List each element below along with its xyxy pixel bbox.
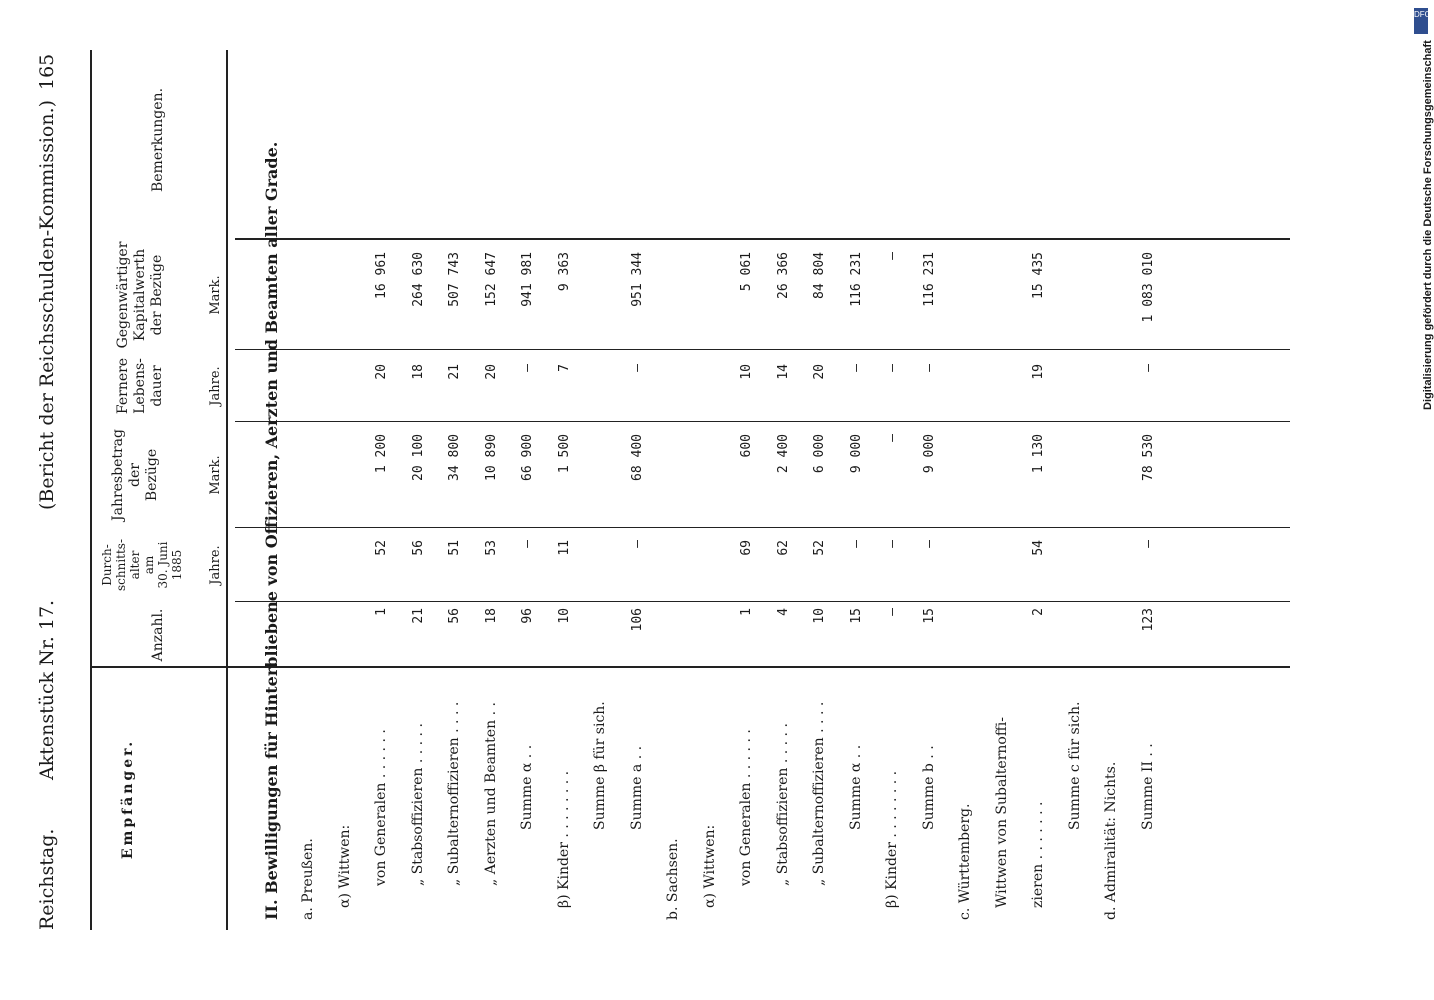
row-label: Summe b . .	[920, 745, 937, 830]
table-top-rule	[90, 50, 92, 930]
section-title: II. Bewilligungen für Hinterbliebene von Offizieren, Aerzten und Beamten aller Grade.	[262, 141, 281, 920]
row-label: zieren . . . . . . .	[1030, 801, 1046, 908]
cell-dauer: —	[520, 364, 535, 372]
cell-anzahl: 1	[739, 608, 754, 616]
cell-alter: —	[1140, 540, 1156, 548]
cell-dauer: —	[848, 364, 864, 372]
cell-betrag: 600	[739, 434, 754, 458]
cell-kapital: 152 647	[483, 252, 499, 307]
header-bottom-rule	[226, 50, 228, 930]
row-label: Summe β für sich.	[592, 701, 608, 830]
cell-alter: 51	[447, 540, 462, 556]
cell-betrag: —	[885, 434, 900, 442]
cell-anzahl: 123	[1140, 608, 1156, 632]
cell-alter: —	[520, 540, 535, 548]
cell-kapital: 507 743	[447, 252, 462, 307]
cell-anzahl: 56	[447, 608, 462, 624]
cell-anzahl: 10	[812, 608, 827, 624]
cell-dauer: 10	[739, 364, 754, 380]
page-number: 165	[36, 53, 58, 90]
cell-anzahl: 1	[374, 608, 389, 616]
cell-kapital: 26 366	[775, 252, 791, 299]
cell-anzahl: 10	[556, 608, 572, 624]
cell-kapital: 5 061	[739, 252, 754, 292]
cell-dauer: —	[885, 364, 900, 372]
cell-anzahl: 96	[520, 608, 535, 624]
cell-alter: 11	[556, 540, 572, 556]
row-label: „ Subalternoffizieren . . . .	[811, 701, 827, 886]
cell-dauer: 20	[374, 364, 389, 380]
row-label: a. Preußen.	[300, 838, 316, 920]
cell-alter: 62	[775, 540, 791, 556]
dfg-logo: DFG	[1414, 8, 1428, 34]
cell-anzahl: 4	[775, 608, 791, 616]
row-label: von Generalen . . . . . .	[738, 729, 754, 886]
col-rule-3	[235, 527, 1290, 528]
cell-kapital: 16 961	[374, 252, 389, 299]
cell-betrag: 10 890	[483, 434, 499, 481]
header-middle: Aktenstück Nr. 17.	[36, 599, 58, 780]
col-header-empfaenger: Empfänger.	[120, 738, 136, 860]
col-header-lebensdauer: Fernere Lebens- dauer	[115, 357, 165, 415]
cell-alter: 56	[410, 540, 426, 556]
cell-dauer: 7	[556, 364, 572, 372]
row-label: d. Admiralität: Nichts.	[1103, 761, 1119, 920]
col-rule-5	[235, 349, 1290, 350]
cell-dauer: 18	[410, 364, 426, 380]
cell-alter: —	[921, 540, 937, 548]
cell-anzahl: 15	[848, 608, 864, 624]
cell-anzahl: 15	[921, 608, 937, 624]
cell-kapital: 9 363	[556, 252, 572, 292]
cell-dauer: 19	[1031, 364, 1046, 380]
cell-kapital: 116 231	[848, 252, 864, 307]
cell-betrag: 9 000	[848, 434, 864, 474]
cell-alter: 69	[739, 540, 754, 556]
cell-betrag: 68 400	[629, 434, 645, 481]
cell-betrag: 1 130	[1031, 434, 1046, 474]
header-left: Reichstag.	[36, 828, 58, 930]
cell-kapital: 1 083 010	[1140, 252, 1156, 323]
cell-betrag: 2 400	[775, 434, 791, 474]
row-label: „ Stabsoffizieren . . . . .	[774, 723, 791, 886]
cell-kapital: 264 630	[410, 252, 426, 307]
cell-kapital: 116 231	[921, 252, 937, 307]
col-rule-6	[235, 238, 1290, 240]
cell-dauer: 20	[483, 364, 499, 380]
cell-dauer: —	[1140, 364, 1156, 372]
cell-anzahl: 18	[483, 608, 499, 624]
running-header	[36, 30, 66, 930]
row-label: Summe a . .	[628, 745, 645, 830]
cell-dauer: 14	[775, 364, 791, 380]
row-label: α) Wittwen:	[336, 824, 353, 908]
row-label: Summe α . .	[847, 744, 864, 830]
cell-alter: —	[629, 540, 645, 548]
side-note	[1410, 40, 1434, 920]
row-label: Summe II . .	[1139, 743, 1156, 830]
col-header-anzahl: Anzahl.	[150, 608, 166, 662]
col-unit-lebensdauer: Jahre.	[208, 366, 223, 406]
row-label: „ Stabsoffizieren . . . . .	[409, 723, 426, 886]
col-unit-kapitalwerth: Mark.	[208, 275, 223, 315]
cell-betrag: 6 000	[812, 434, 827, 474]
cell-anzahl: 106	[629, 608, 645, 632]
cell-dauer: —	[629, 364, 645, 372]
cell-alter: 54	[1031, 540, 1046, 556]
row-label: „ Subalternoffizieren . . . .	[446, 701, 462, 886]
col-unit-jahresbetrag: Mark.	[208, 455, 223, 495]
cell-anzahl: 2	[1031, 608, 1046, 616]
cell-kapital: 15 435	[1031, 252, 1046, 299]
row-label: β) Kinder . . . . . . . .	[884, 770, 900, 908]
cell-kapital: —	[885, 252, 900, 260]
cell-betrag: 1 200	[374, 434, 389, 474]
col-rule-2	[235, 601, 1290, 602]
row-label: von Generalen . . . . . .	[373, 729, 389, 886]
col-header-alter: Durch- schnitts- alter am 30. Juni 1885	[100, 538, 184, 592]
cell-kapital: 941 981	[520, 252, 535, 307]
cell-alter: —	[848, 540, 864, 548]
col-rule-4	[235, 421, 1290, 422]
cell-betrag: 1 500	[556, 434, 572, 474]
cell-anzahl: 21	[410, 608, 426, 624]
row-label: „ Aerzten und Beamten . .	[482, 702, 499, 886]
row-label: Wittwen von Subalternoffi-	[993, 716, 1010, 908]
cell-betrag: 78 530	[1140, 434, 1156, 481]
col-header-kapitalwerth: Gegenwärtiger Kapitalwerth der Bezüge	[115, 241, 165, 349]
cell-betrag: 34 800	[447, 434, 462, 481]
cell-betrag: 9 000	[921, 434, 937, 474]
row-label: b. Sachsen.	[665, 838, 681, 920]
cell-alter: 53	[483, 540, 499, 556]
cell-dauer: 20	[812, 364, 827, 380]
header-right: (Bericht der Reichsschulden-Kommission.)	[36, 99, 58, 510]
col-header-jahresbetrag: Jahresbetrag der Bezüge	[110, 429, 160, 522]
row-label: Summe α . .	[519, 744, 535, 830]
cell-betrag: 66 900	[520, 434, 535, 481]
row-label: β) Kinder . . . . . . . .	[555, 770, 572, 908]
row-label: c. Württemberg.	[957, 803, 973, 920]
cell-alter: 52	[374, 540, 389, 556]
cell-alter: —	[885, 540, 900, 548]
cell-betrag: 20 100	[410, 434, 426, 481]
cell-anzahl: —	[885, 608, 900, 616]
cell-kapital: 951 344	[629, 252, 645, 307]
cell-alter: 52	[812, 540, 827, 556]
col-unit-alter: Jahre.	[208, 545, 223, 585]
col-header-bemerkungen: Bemerkungen.	[150, 87, 166, 193]
cell-dauer: —	[921, 364, 937, 372]
row-label: Summe c für sich.	[1066, 701, 1083, 830]
cell-dauer: 21	[447, 364, 462, 380]
row-label: α) Wittwen:	[701, 824, 718, 908]
side-note-text: Digitalisierung gefördert durch die Deutsche Forschungsgemeinschaft	[1422, 40, 1434, 410]
cell-kapital: 84 804	[812, 252, 827, 299]
